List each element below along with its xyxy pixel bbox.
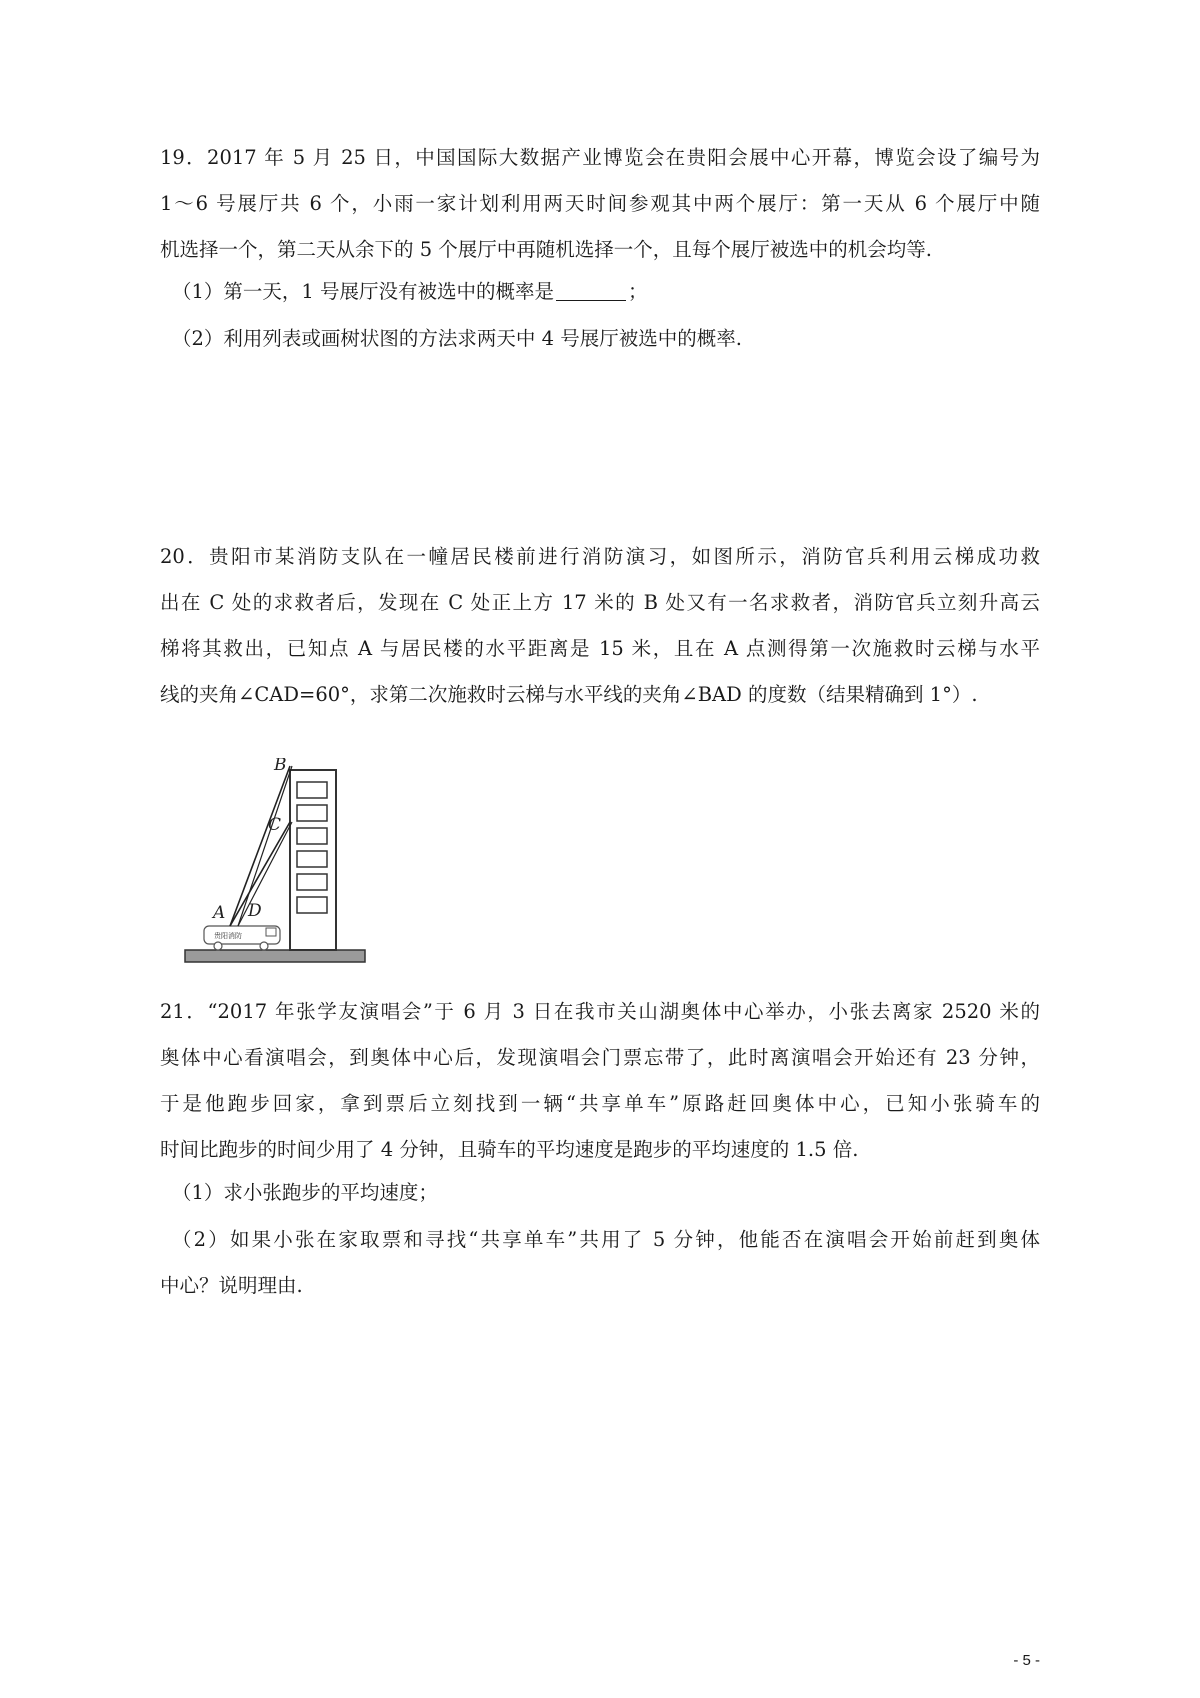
q21-line-2: 奥体中心看演唱会，到奥体中心后，发现演唱会门票忘带了，此时离演唱会开始还有 23 分钟， xyxy=(160,1046,1040,1069)
q19-part-1-text: （1）第一天，1 号展厅没有被选中的概率是 xyxy=(172,280,555,303)
answer-blank xyxy=(556,280,626,301)
truck-wheel xyxy=(260,942,268,950)
label-c: C xyxy=(268,815,282,835)
q21-part-1: （1）求小张跑步的平均速度； xyxy=(172,1181,438,1204)
q19-part-1-end: ； xyxy=(628,280,648,303)
q20-line-3: 梯将其救出，已知点 A 与居民楼的水平距离是 15 米，且在 A 点测得第一次施救时云梯与水平 xyxy=(160,637,1040,660)
q19-line-1: 19．2017 年 5 月 25 日，中国国际大数据产业博览会在贵阳会展中心开幕，博览会设了编号为 xyxy=(160,146,1040,169)
fire-ladder-figure xyxy=(180,758,370,978)
q21-part-2-line-1: （2）如果小张在家取票和寻找“共享单车”共用了 5 分钟，他能否在演唱会开始前赶到奥体 xyxy=(172,1228,1040,1251)
q21-line-3: 于是他跑步回家，拿到票后立刻找到一辆“共享单车”原路赶回奥体中心，已知小张骑车的 xyxy=(160,1092,1040,1115)
q21-line-4: 时间比跑步的时间少用了 4 分钟，且骑车的平均速度是跑步的平均速度的 1.5 倍. xyxy=(160,1138,859,1161)
q19-part-2: （2）利用列表或画树状图的方法求两天中 4 号展厅被选中的概率. xyxy=(172,327,742,350)
q21-line-1: 21．“2017 年张学友演唱会”于 6 月 3 日在我市关山湖奥体中心举办，小张去离家 2520 米的 xyxy=(160,1000,1040,1023)
label-b: B xyxy=(274,758,287,775)
q20-line-1: 20．贵阳市某消防支队在一幢居民楼前进行消防演习，如图所示，消防官兵利用云梯成功救 xyxy=(160,545,1040,568)
q19-line-3: 机选择一个，第二天从余下的 5 个展厅中再随机选择一个，且每个展厅被选中的机会均等. xyxy=(160,238,933,261)
q19-line-2: 1～6 号展厅共 6 个，小雨一家计划利用两天时间参观其中两个展厅：第一天从 6 个展厅中随 xyxy=(160,192,1040,215)
label-d: D xyxy=(248,901,262,921)
fire-truck xyxy=(204,926,280,950)
q19-part-1 xyxy=(172,277,1052,307)
ladder-line-ab-rail xyxy=(238,766,292,926)
ground xyxy=(185,950,365,962)
page-number: - 5 - xyxy=(1013,1652,1040,1669)
q20-line-2: 出在 C 处的求救者后，发现在 C 处正上方 17 米的 B 处又有一名求救者，消防官兵立刻升高云 xyxy=(160,591,1040,614)
truck-text: 贵阳消防 xyxy=(214,932,242,940)
q20-line-4: 线的夹角∠CAD=60°，求第二次施救时云梯与水平线的夹角∠BAD 的度数（结果精确到 1°）. xyxy=(160,683,978,706)
ladder-line-ac-rail xyxy=(238,822,292,926)
q21-part-2-line-2: 中心？说明理由. xyxy=(160,1274,303,1297)
truck-wheel xyxy=(214,942,222,950)
label-a: A xyxy=(213,903,226,923)
